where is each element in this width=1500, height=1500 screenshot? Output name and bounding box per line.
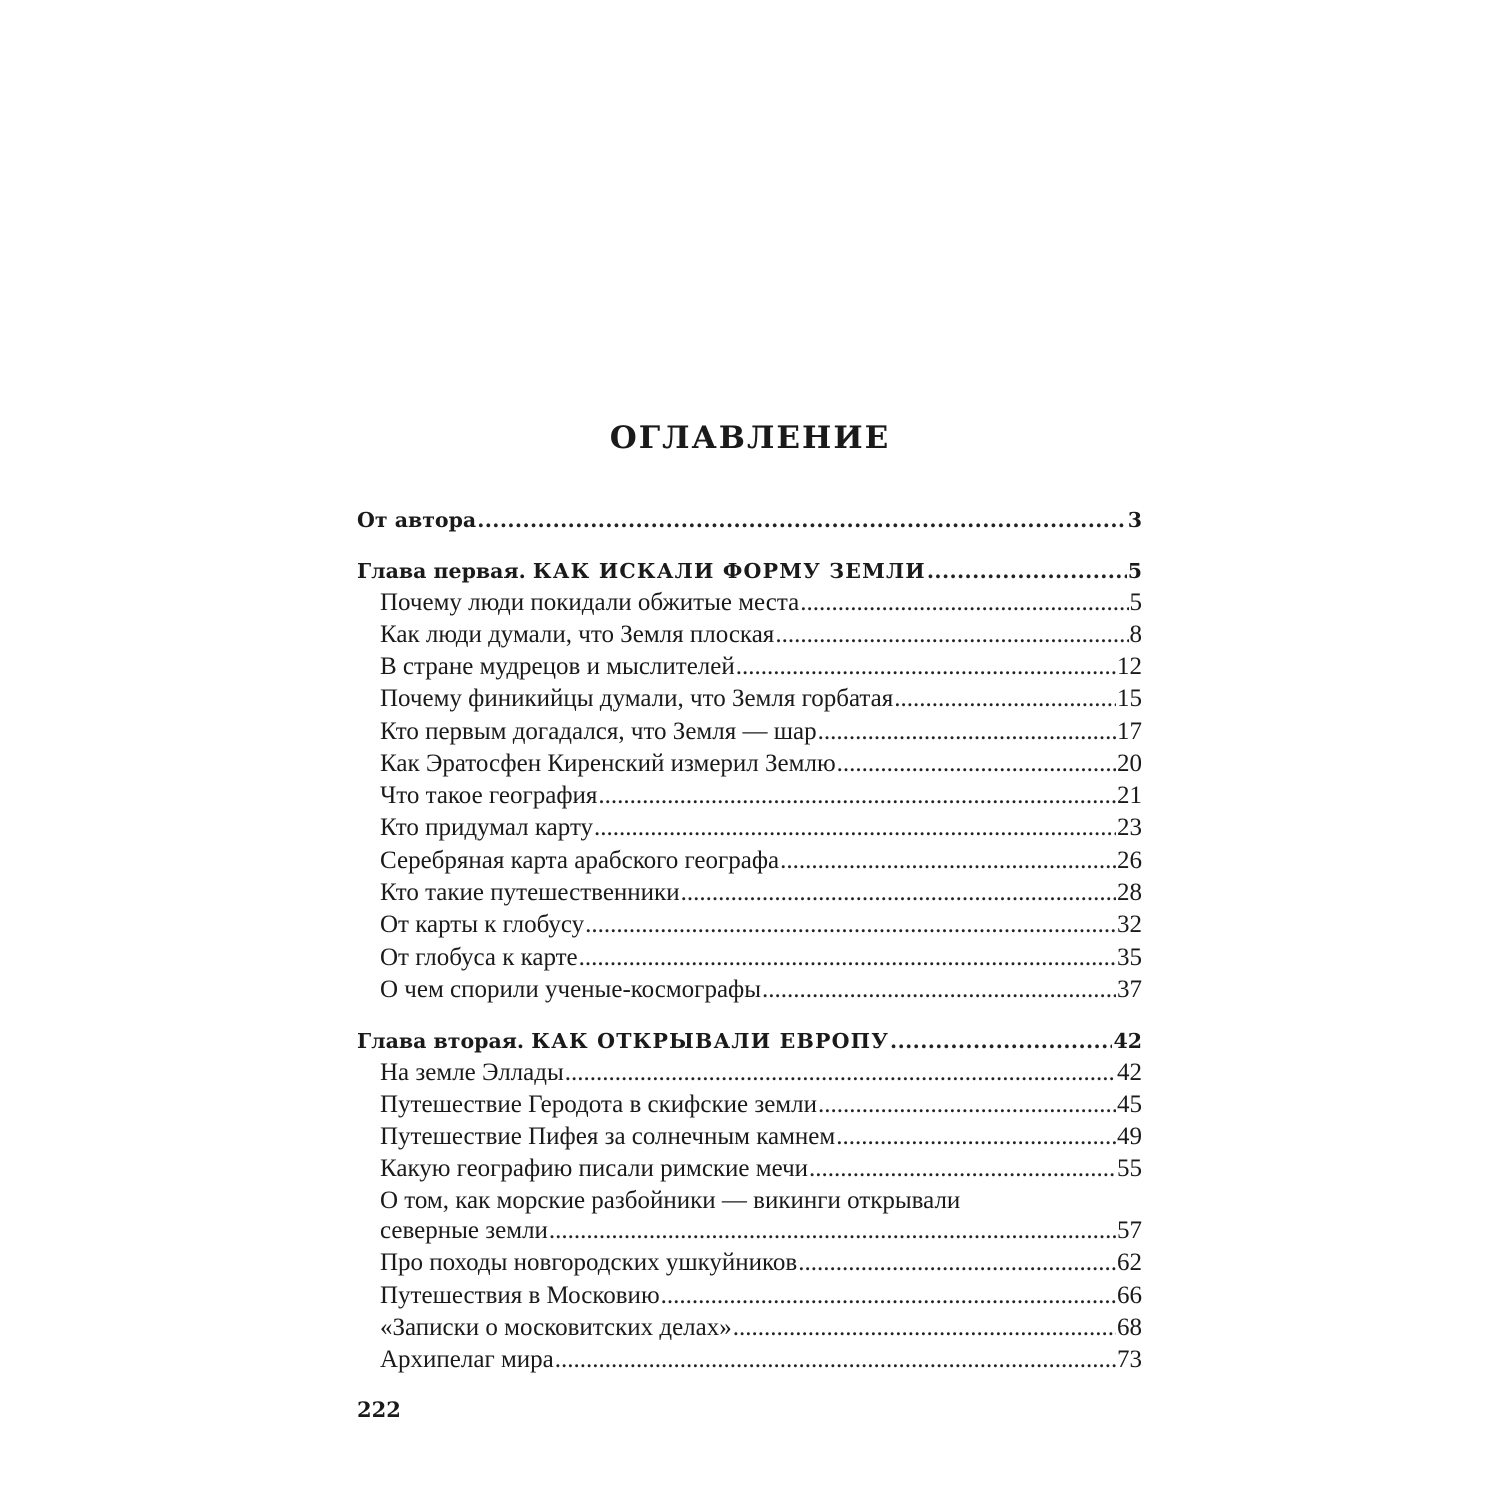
toc-entry-page: 21 (1117, 782, 1142, 809)
toc-entry-label: Про походы новгородских ушкуйников (380, 1249, 798, 1276)
leader-dots (894, 683, 1116, 715)
toc-entry-page: 20 (1117, 750, 1142, 777)
toc-entry-page: 12 (1117, 653, 1142, 680)
toc-entry-label: «Записки о московитских делах» (380, 1314, 732, 1341)
toc-entry-label: Что такое география (380, 782, 598, 809)
toc-entry-page: 35 (1117, 944, 1142, 971)
leader-dots (775, 619, 1128, 651)
toc-entry-label: Как Эратосфен Киренский измерил Землю (380, 750, 836, 777)
toc-entry-page: 62 (1117, 1249, 1142, 1276)
toc-entry-label: Как люди думали, что Земля плоская (380, 621, 775, 648)
toc-entry-page: 68 (1117, 1314, 1142, 1341)
toc-entry-page: 49 (1117, 1123, 1142, 1150)
chapter-title: КАК ОТКРЫВАЛИ ЕВРОПУ (531, 1029, 890, 1053)
toc-entry-page: 3 (1127, 508, 1142, 532)
toc-entry[interactable] (380, 1312, 1142, 1344)
toc-entry-label: Кто такие путешественники (380, 879, 680, 906)
toc-chapter-2[interactable] (357, 1025, 1142, 1057)
leader-dots (818, 716, 1116, 748)
toc-entry-label: На земле Эллады (380, 1059, 564, 1086)
toc-entry-label: От глобуса к карте (380, 944, 578, 971)
toc-entry[interactable] (380, 587, 1142, 619)
toc-entry-page: 15 (1117, 685, 1142, 712)
toc-entry-page: 66 (1117, 1282, 1142, 1309)
chapter-prefix: Глава первая. (357, 559, 526, 583)
toc-entry-label: Какую географию писали римские мечи (380, 1155, 809, 1182)
chapter-title: КАК ИСКАЛИ ФОРМУ ЗЕМЛИ (532, 559, 926, 583)
leader-dots (780, 845, 1116, 877)
leader-dots (762, 974, 1116, 1006)
toc-entry-label: Кто придумал карту (380, 814, 594, 841)
toc-entry[interactable] (380, 748, 1142, 780)
chapter-prefix: Глава вторая. (357, 1029, 525, 1053)
toc-entry-page: 17 (1117, 718, 1142, 745)
leader-dots (661, 1280, 1116, 1312)
toc-entry[interactable] (380, 619, 1142, 651)
leader-dots (585, 909, 1116, 941)
toc-entry-page: 55 (1117, 1155, 1142, 1182)
toc-entry-page: 8 (1129, 621, 1142, 648)
toc-entry[interactable] (380, 974, 1142, 1006)
leader-dots (927, 555, 1127, 587)
leader-dots (736, 651, 1116, 683)
toc-entry[interactable] (380, 683, 1142, 715)
toc-entry-page: 57 (1117, 1217, 1142, 1244)
page-number: 222 (357, 1397, 401, 1422)
toc-entry-page: 32 (1117, 911, 1142, 938)
leader-dots (594, 812, 1116, 844)
leader-dots (681, 877, 1116, 909)
toc-entry-page: 42 (1113, 1029, 1142, 1053)
page-title: ОГЛАВЛЕНИЕ (609, 420, 891, 456)
toc-entry[interactable] (380, 1153, 1142, 1185)
leader-dots (598, 780, 1116, 812)
toc-entry[interactable] (380, 845, 1142, 877)
toc-entry-page: 23 (1117, 814, 1142, 841)
toc-entry-page: 73 (1117, 1346, 1142, 1373)
toc-entry[interactable] (380, 1247, 1142, 1279)
toc-entry[interactable] (380, 1121, 1142, 1153)
leader-dots (818, 1089, 1116, 1121)
leader-dots (809, 1153, 1116, 1185)
leader-dots (798, 1247, 1116, 1279)
toc-entry-label: Кто первым догадался, что Земля — шар (380, 718, 817, 745)
toc-entry-label: Путешествия в Московию (380, 1282, 660, 1309)
leader-dots (549, 1215, 1116, 1247)
leader-dots (555, 1344, 1116, 1376)
leader-dots (800, 587, 1128, 619)
leader-dots (477, 504, 1127, 536)
toc-entry[interactable] (380, 877, 1142, 909)
toc-entry[interactable] (380, 942, 1142, 974)
leader-dots (733, 1312, 1116, 1344)
toc-entry-label: Путешествие Геродота в скифские земли (380, 1091, 817, 1118)
leader-dots (565, 1057, 1116, 1089)
toc-entry-label-line1: О том, как морские разбойники — викинги открывали (380, 1187, 961, 1214)
leader-dots (836, 1121, 1116, 1153)
toc-entry-label: Почему люди покидали обжитые места (380, 589, 800, 616)
toc-entry[interactable] (380, 812, 1142, 844)
toc-entry-page: 45 (1117, 1091, 1142, 1118)
toc-entry[interactable] (380, 1344, 1142, 1376)
toc-entry-intro[interactable] (357, 504, 1142, 536)
toc-entry-page: 5 (1129, 589, 1142, 616)
toc-entry-page: 28 (1117, 879, 1142, 906)
toc-entry[interactable] (380, 909, 1142, 941)
toc-entry-label: Серебряная карта арабского географа (380, 847, 780, 874)
toc-entry-page: 37 (1117, 976, 1142, 1003)
toc-entry-page: 26 (1117, 847, 1142, 874)
toc-entry-label: От карты к глобусу (380, 911, 585, 938)
toc-entry-label: Путешествие Пифея за солнечным камнем (380, 1123, 836, 1150)
toc-chapter-1[interactable] (357, 555, 1142, 587)
toc-entry[interactable] (380, 780, 1142, 812)
toc-entry[interactable] (380, 1057, 1142, 1089)
toc-entry-label: Почему финикийцы думали, что Земля горбатая (380, 685, 894, 712)
toc-entry-label: северные земли (380, 1217, 548, 1244)
toc-entry[interactable] (380, 651, 1142, 683)
toc-entry-page: 5 (1127, 559, 1142, 583)
toc-entry-label: Архипелаг мира (380, 1346, 554, 1373)
toc-entry[interactable] (380, 1215, 1142, 1247)
leader-dots (837, 748, 1116, 780)
toc-entry-label: От автора (357, 508, 477, 532)
toc-entry[interactable] (380, 1280, 1142, 1312)
toc-entry[interactable] (380, 1089, 1142, 1121)
toc-entry[interactable] (380, 716, 1142, 748)
toc-entry-label: В стране мудрецов и мыслителей (380, 653, 735, 680)
leader-dots (579, 942, 1116, 974)
toc-entry-page: 42 (1117, 1059, 1142, 1086)
toc-entry-label: О чем спорили ученые-космографы (380, 976, 762, 1003)
leader-dots (890, 1025, 1112, 1057)
